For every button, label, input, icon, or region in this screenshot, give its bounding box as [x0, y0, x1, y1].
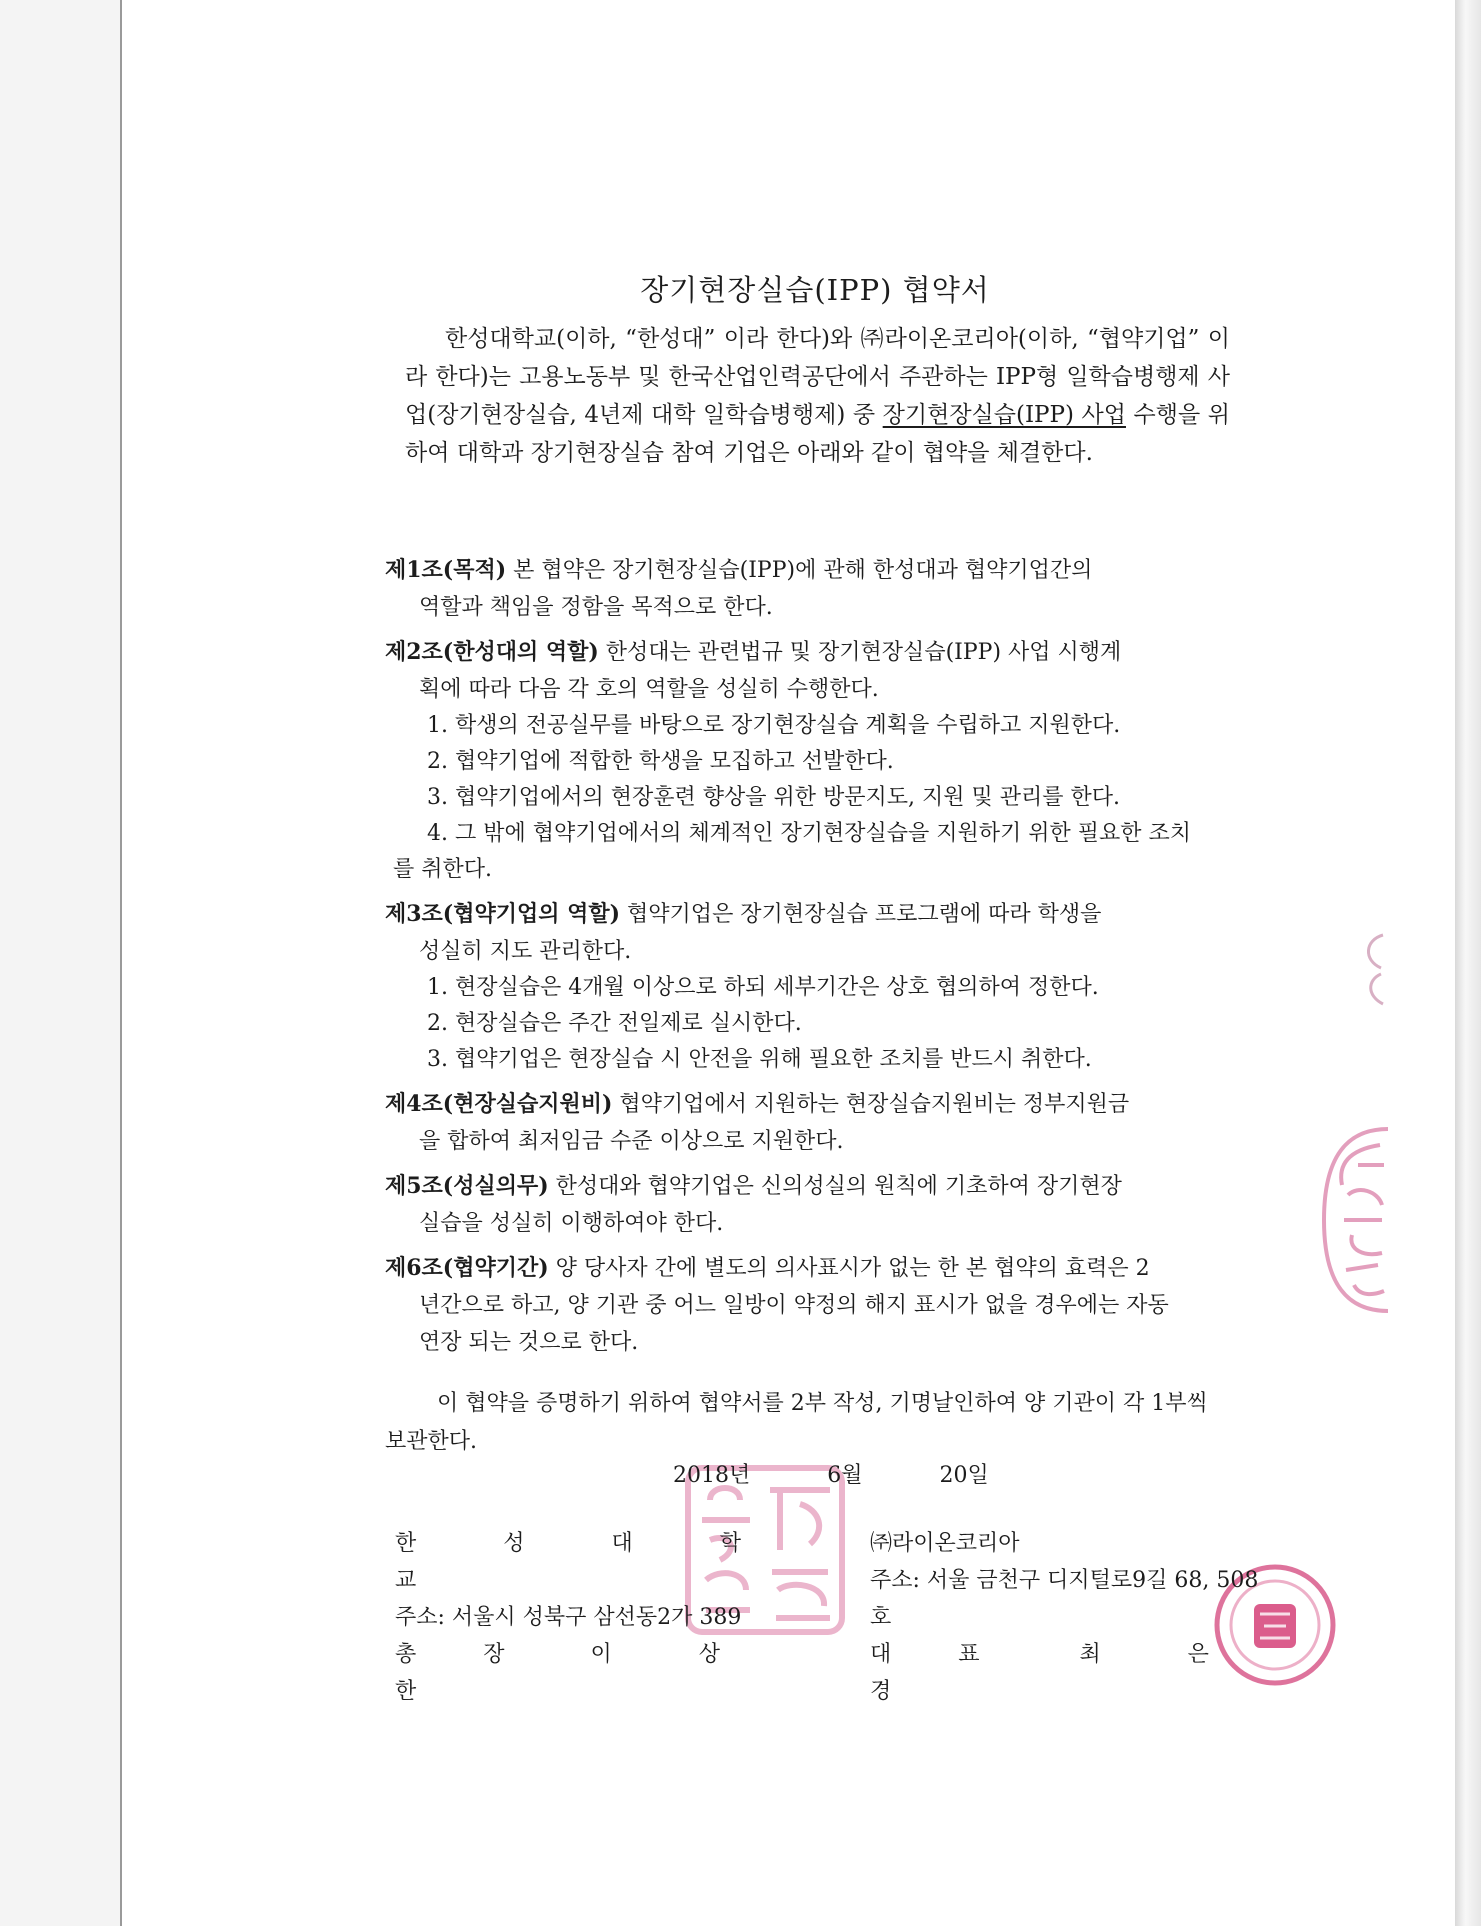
article-text: 을 합하여 최저임금 수준 이상으로 지원한다. — [419, 1129, 844, 1154]
closing-paragraph: 이 협약을 증명하기 위하여 협약서를 2부 작성, 기명날인하여 양 기관이 각 1부씩 보관한다. — [385, 1391, 1208, 1454]
list-item: 3. 협약기업에서의 현장훈련 향상을 위한 방문지도, 지원 및 관리를 한다. — [427, 785, 1120, 810]
article-text: 역할과 책임을 정함을 목적으로 한다. — [419, 595, 773, 620]
intro-underlined-text: 장기현장실습(IPP) 사업 — [882, 402, 1126, 428]
article-1 — [385, 552, 1245, 626]
article-text: 연장 되는 것으로 한다. — [419, 1330, 639, 1355]
date-day: 20일 — [939, 1463, 989, 1488]
party-company — [870, 1525, 1260, 1710]
article-text: 협약기업은 장기현장실습 프로그램에 따라 학생을 — [620, 902, 1102, 927]
representative-title: 총 장 — [395, 1642, 535, 1667]
article-text: 본 협약은 장기현장실습(IPP)에 관해 한성대과 협약기업간의 — [506, 558, 1093, 583]
article-heading: 제5조(성실의무) — [385, 1173, 549, 1199]
intro-text-end: 수행을 위하여 대학과 장기현장실습 참여 기업은 아래와 같이 협약을 체결한다. — [405, 402, 1230, 466]
article-3 — [385, 896, 1245, 1078]
list-item: 3. 협약기업은 현장실습 시 안전을 위해 필요한 조치를 반드시 취한다. — [427, 1047, 1092, 1072]
representative-title: 대 표 — [870, 1642, 1010, 1667]
date-year: 2018년 — [673, 1463, 751, 1488]
intro-text: 한성대학교(이하, “한성대” 이라 한다)와 ㈜라이온코리아(이하, “협약기업” 이라 한다)는 고용노동부 및 한국산업인력공단에서 주관하는 IPP형 일학습병행제 사업(장기현장실습, 4년제 대학 일학습병행제) 중 — [405, 326, 1230, 428]
article-text: 획에 따라 다음 각 호의 역할을 성실히 수행한다. — [419, 677, 879, 702]
article-heading: 제2조(한성대의 역할) — [385, 639, 599, 665]
intro-paragraph — [405, 320, 1230, 472]
representative-name: 최 은 경 — [870, 1642, 1249, 1704]
article-heading: 제3조(협약기업의 역할) — [385, 901, 621, 927]
list-item: 2. 현장실습은 주간 전일제로 실시한다. — [427, 1011, 802, 1036]
article-2 — [385, 634, 1245, 888]
margin-seal-bottom — [1318, 1125, 1388, 1315]
article-heading: 제6조(협약기간) — [385, 1255, 549, 1281]
list-item: 1. 현장실습은 4개월 이상으로 하되 세부기간은 상호 협의하여 정한다. — [427, 975, 1099, 1000]
list-item: 1. 학생의 전공실무를 바탕으로 장기현장실습 계획을 수립하고 지원한다. — [427, 713, 1121, 738]
party-university — [395, 1525, 825, 1710]
article-text: 년간으로 하고, 양 기관 중 어느 일방이 약정의 해지 표시가 없을 경우에는 자동 — [419, 1293, 1169, 1318]
article-4 — [385, 1086, 1245, 1160]
article-5 — [385, 1168, 1245, 1242]
document-title: 장기현장실습(IPP) 협약서 — [640, 273, 990, 307]
party-address: 주소: 서울 금천구 디지털로9길 68, 508호 — [870, 1568, 1259, 1630]
party-name: 한 성 대 학 교 — [395, 1531, 781, 1593]
page-edge-left — [120, 0, 122, 1926]
article-text: 양 당사자 간에 별도의 의사표시가 없는 한 본 협약의 효력은 2 — [548, 1256, 1150, 1281]
list-item: 2. 협약기업에 적합한 학생을 모집하고 선발한다. — [427, 749, 894, 774]
list-item-continuation: 를 취한다. — [393, 857, 492, 882]
article-6 — [385, 1250, 1245, 1361]
article-text: 협약기업에서 지원하는 현장실습지원비는 정부지원금 — [612, 1092, 1130, 1117]
articles — [385, 552, 1245, 1369]
article-heading: 제1조(목적) — [385, 557, 507, 583]
agreement-date — [673, 1458, 1029, 1489]
party-name: ㈜라이온코리아 — [870, 1531, 1020, 1556]
party-address: 주소: 서울시 성북구 삼선동2가 389 — [395, 1605, 742, 1630]
article-text: 한성대와 협약기업은 신의성실의 원칙에 기초하여 장기현장 — [548, 1174, 1122, 1199]
article-heading: 제4조(현장실습지원비) — [385, 1091, 613, 1117]
article-text: 성실히 지도 관리한다. — [419, 939, 632, 964]
article-text: 실습을 성실히 이행하여야 한다. — [419, 1211, 724, 1236]
list-item: 4. 그 밖에 협약기업에서의 체계적인 장기현장실습을 지원하기 위한 필요한 조치 — [427, 821, 1191, 846]
date-month: 6월 — [827, 1463, 863, 1488]
article-text: 한성대는 관련법규 및 장기현장실습(IPP) 사업 시행계 — [598, 640, 1122, 665]
margin-seal-top — [1355, 930, 1387, 1010]
page-edge-right — [1455, 0, 1481, 1926]
representative-name: 이 상 한 — [395, 1642, 760, 1704]
